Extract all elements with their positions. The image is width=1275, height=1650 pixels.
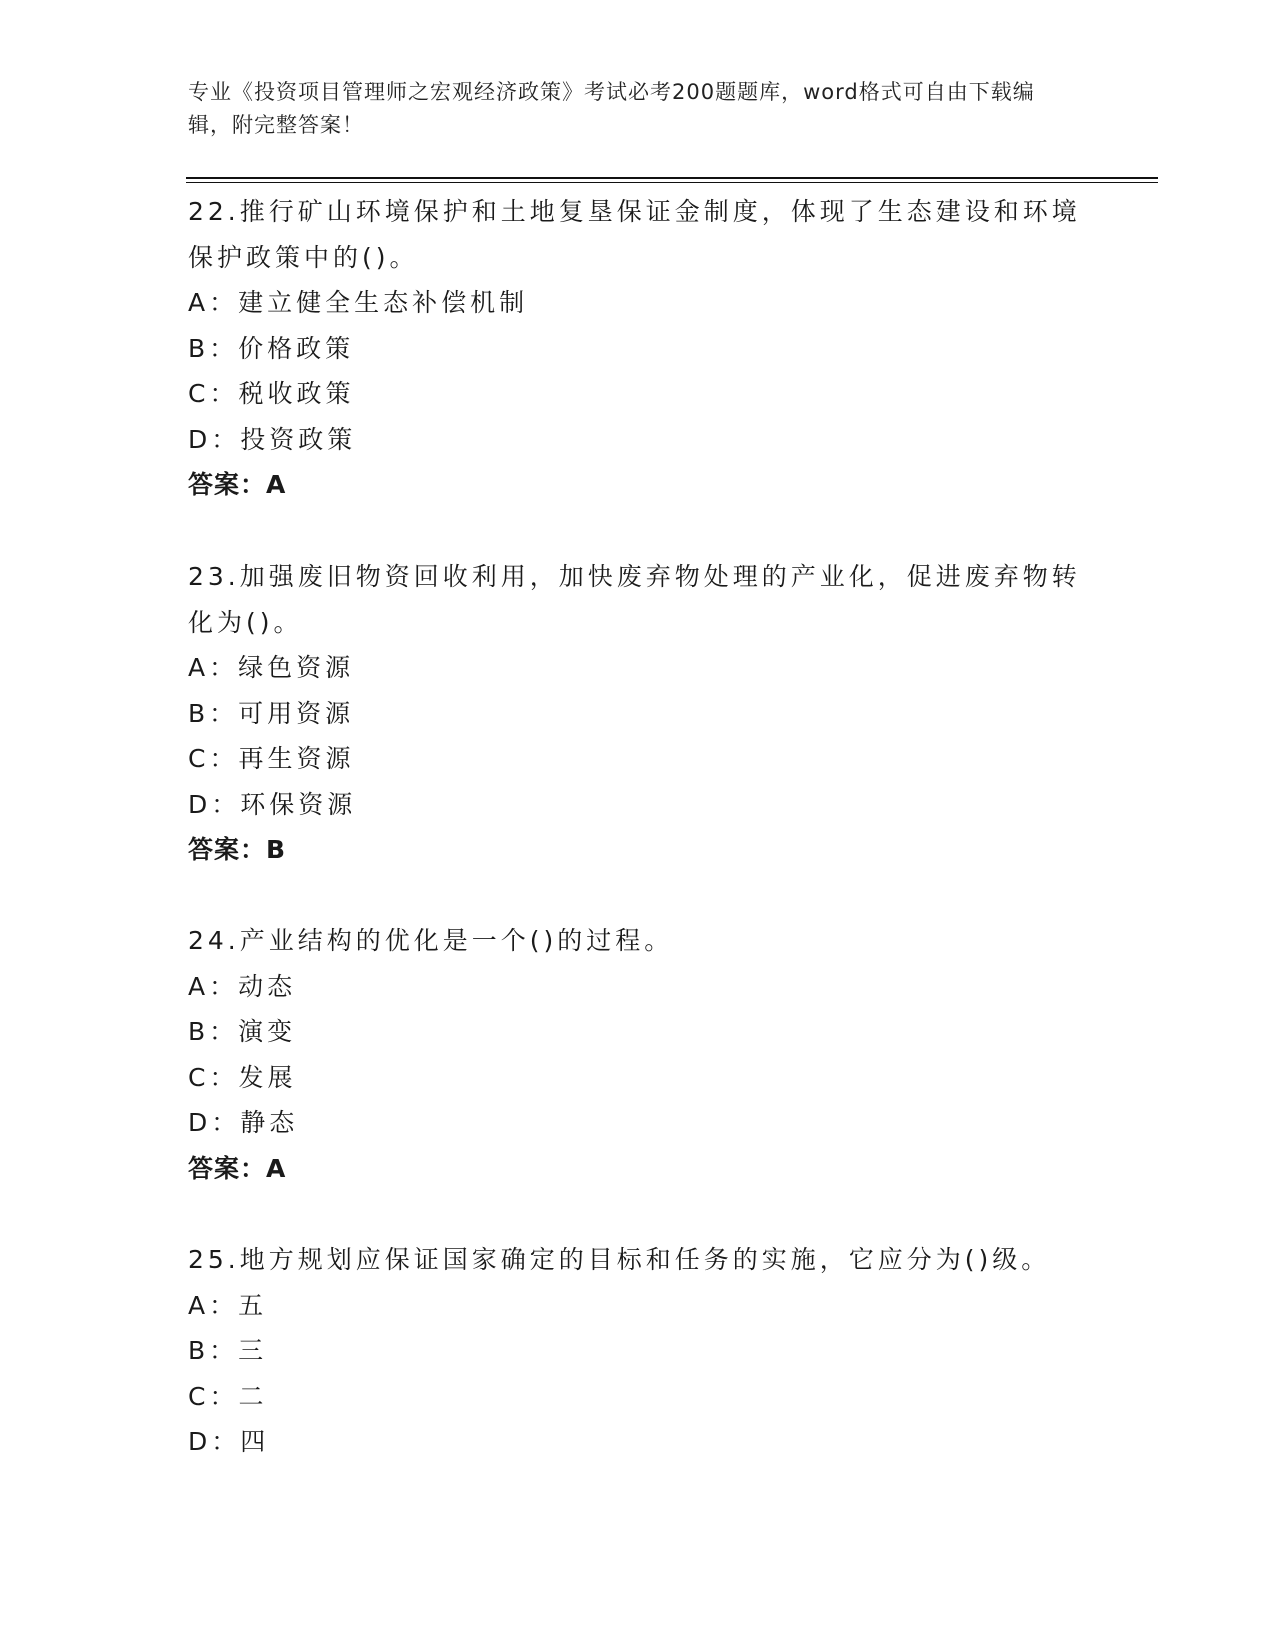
option-b: B：演变: [188, 1017, 297, 1046]
option-b: B：可用资源: [188, 698, 355, 728]
option-b: B：价格政策: [188, 333, 355, 363]
question-23: [188, 554, 1088, 873]
question-22: [188, 189, 1088, 508]
question-25: [188, 1237, 1088, 1465]
answer: 答案：A: [188, 1153, 287, 1183]
option-c: C：发展: [188, 1062, 297, 1092]
option-c: C：二: [188, 1381, 268, 1411]
question-stem: 24.产业结构的优化是一个()的过程。: [188, 926, 674, 955]
header-rule-thin: [186, 182, 1158, 183]
answer: 答案：A: [188, 470, 287, 499]
question-stem: 22.推行矿山环境保护和土地复垦保证金制度，体现了生态建设和环境保护政策中的()。: [188, 197, 1081, 272]
option-a: A：绿色资源: [188, 653, 355, 682]
option-a: A：五: [188, 1290, 268, 1320]
option-d: D：四: [188, 1427, 270, 1456]
question-stem: 23.加强废旧物资回收利用，加快废弃物处理的产业化，促进废弃物转化为()。: [188, 562, 1081, 637]
answer: 答案：B: [188, 835, 287, 864]
header-rule-thick: [186, 177, 1158, 179]
option-a: A：动态: [188, 971, 297, 1001]
option-a: A：建立健全生态补偿机制: [188, 288, 529, 317]
option-b: B：三: [188, 1336, 268, 1365]
option-d: D：静态: [188, 1108, 299, 1137]
option-c: C：税收政策: [188, 379, 355, 408]
option-d: D：环保资源: [188, 789, 357, 819]
document-header: 专业《投资项目管理师之宏观经济政策》考试必考200题题库，word格式可自由下载编辑，附完整答案！: [188, 80, 1035, 137]
option-c: C：再生资源: [188, 744, 355, 773]
question-24: [188, 918, 1088, 1191]
question-stem: 25.地方规划应保证国家确定的目标和任务的实施，它应分为()级。: [188, 1245, 1051, 1274]
option-d: D：投资政策: [188, 424, 357, 454]
